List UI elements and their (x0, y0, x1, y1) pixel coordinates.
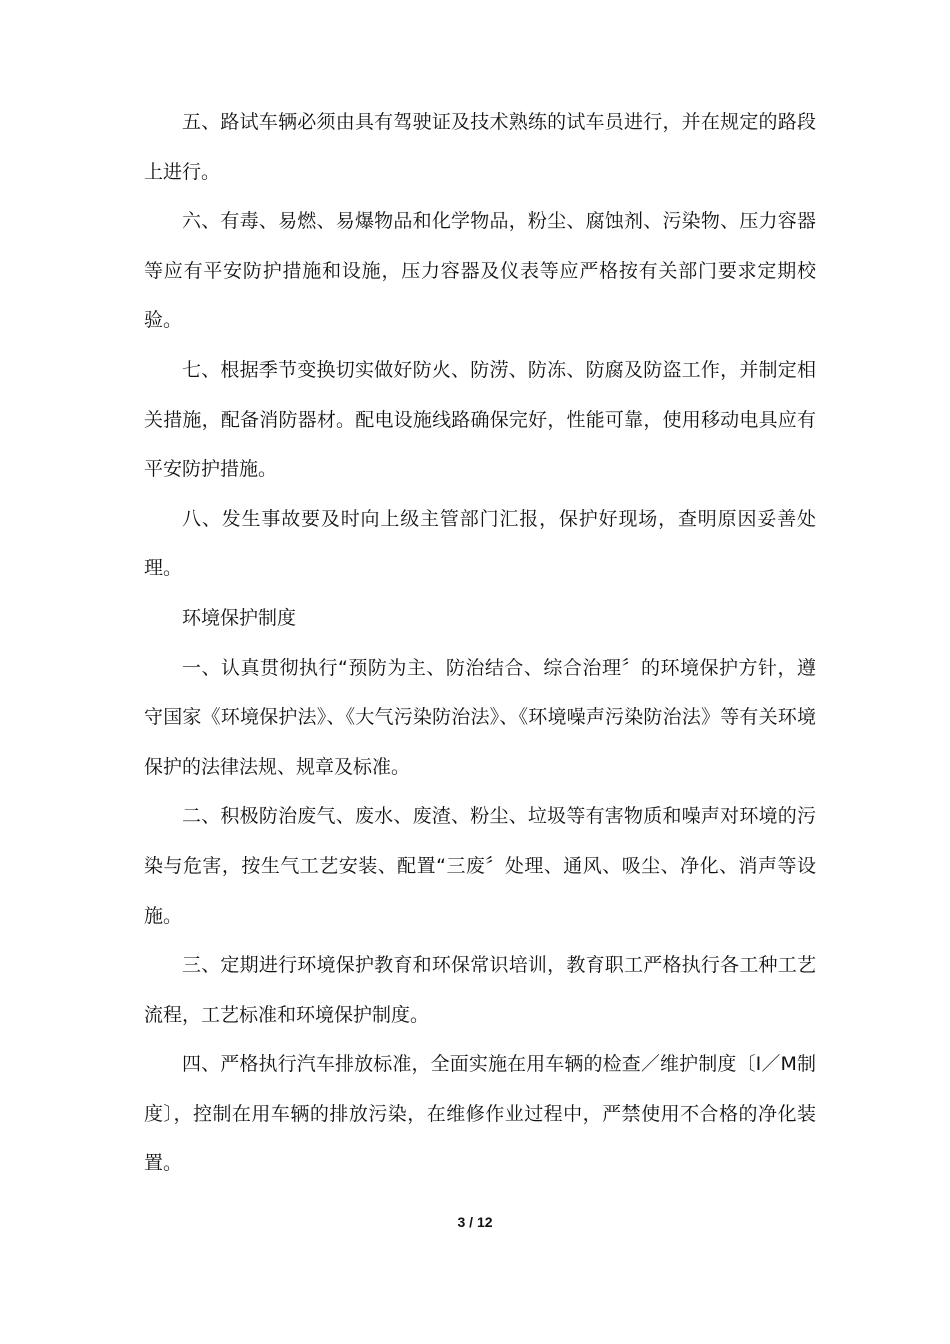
page-number: 3 / 12 (457, 1214, 493, 1230)
paragraph-seasonal-safety: 七、根据季节变换切实做好防火、防涝、防冻、防腐及防盗工作，并制定相关措施，配备消防器材。配电设施线路确保完好，性能可靠，使用移动电具应有平安防护措施。 (144, 358, 816, 481)
paragraph-accident-report: 八、发生事故要及时向上级主管部门汇报，保护好现场，查明原因妥善处理。 (144, 507, 816, 580)
section-heading-environmental-protection: 环境保护制度 (182, 606, 297, 629)
paragraph-env-policy: 一、认真贯彻执行“预防为主、防治结合、综合治理〞的环境保护方针，遵守国家《环境保护法》、《大气污染防治法》、《环境噪声污染防治法》等有关环境保护的法律法规、规章及标准。 (144, 656, 816, 778)
paragraph-emission-standards: 四、严格执行汽车排放标准，全面实施在用车辆的检查／维护制度〔I／M制度〕，控制在用车辆的排放污染，在维修作业过程中，严禁使用不合格的净化装置。 (144, 1053, 816, 1175)
paragraph-road-test: 五、路试车辆必须由具有驾驶证及技术熟练的试车员进行，并在规定的路段上进行。 (144, 111, 816, 183)
paragraph-env-training: 三、定期进行环境保护教育和环保常识培训，教育职工严格执行各工种工艺流程，工艺标准和环境保护制度。 (144, 954, 816, 1026)
document-body (144, 98, 816, 1189)
paragraph-pollution-control: 二、积极防治废气、废水、废渣、粉尘、垃圾等有害物质和噪声对环境的污染与危害，按生气工艺安装、配置“三废〞处理、通风、吸尘、净化、消声等设施。 (144, 805, 816, 927)
paragraph-hazardous-materials: 六、有毒、易燃、易爆物品和化学物品，粉尘、腐蚀剂、污染物、压力容器等应有平安防护措施和设施，压力容器及仪表等应严格按有关部门要求定期校验。 (144, 210, 816, 332)
